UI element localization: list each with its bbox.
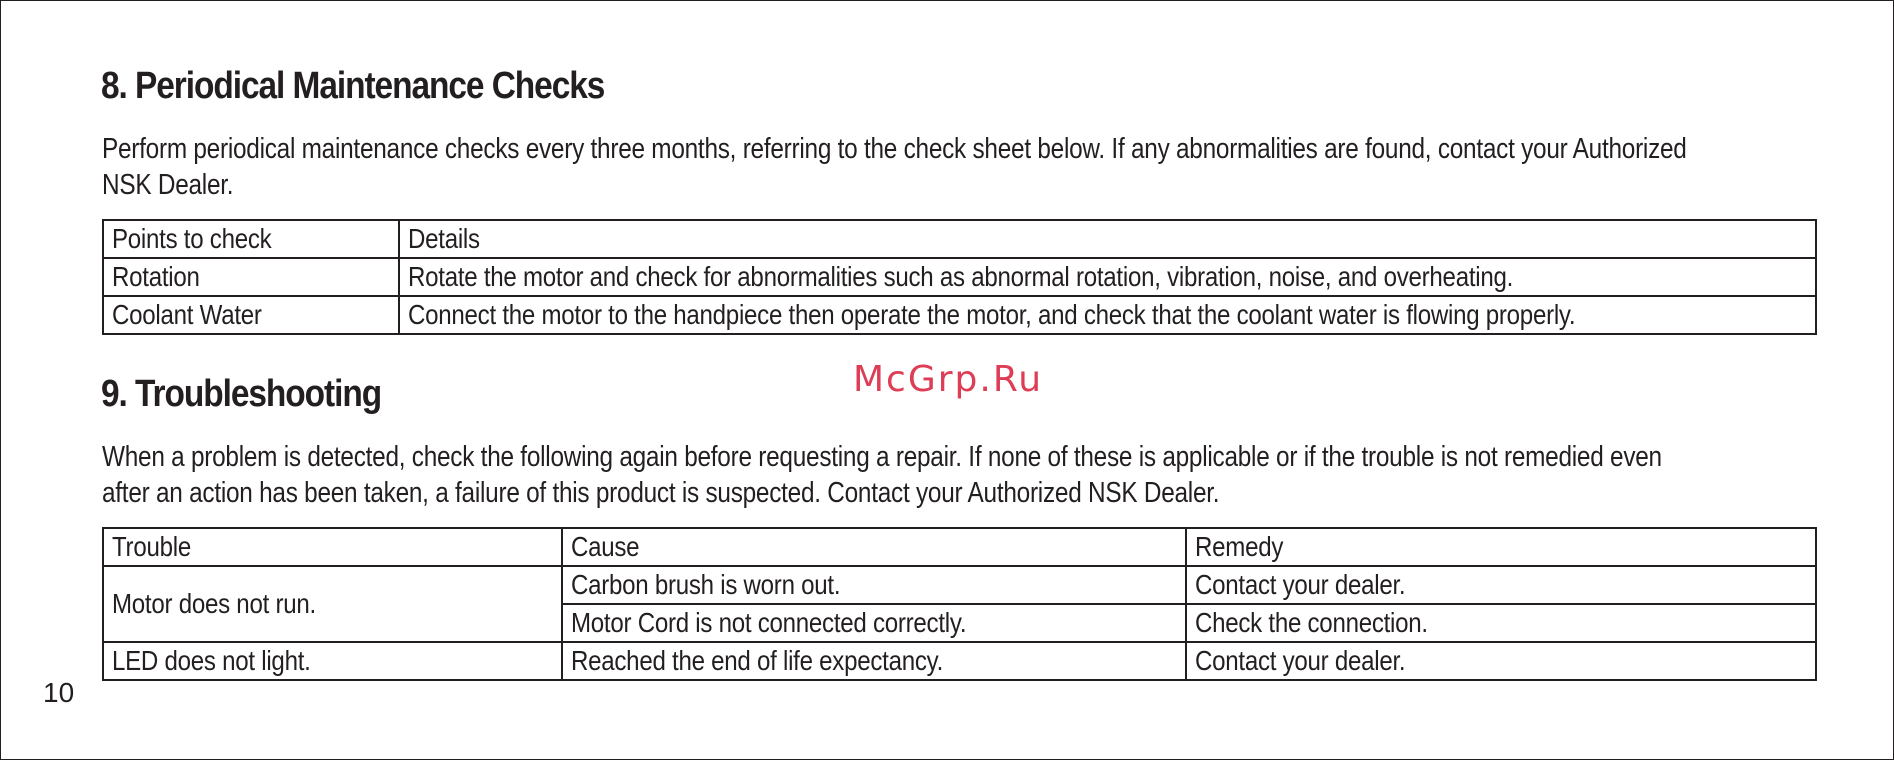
section-9-paragraph-line-1: When a problem is detected, check the following again before requesting a repair. If none of these is applicable or if the trouble is not remedied even bbox=[102, 441, 1662, 473]
table-cell: Coolant Water bbox=[103, 296, 399, 334]
remedy-cell: Contact your dealer. bbox=[1186, 566, 1816, 604]
table-cell: Rotation bbox=[103, 258, 399, 296]
section-9-paragraph-line-2: after an action has been taken, a failure of this product is suspected. Contact your Authorized NSK Dealer. bbox=[102, 477, 1220, 509]
table-row bbox=[103, 258, 1816, 296]
header-cell: Trouble bbox=[103, 528, 562, 566]
watermark-logo: McGrp.Ru bbox=[853, 359, 1044, 400]
table-cell: Connect the motor to the handpiece then operate the motor, and check that the coolant water is flowing properly. bbox=[399, 296, 1816, 334]
table-row bbox=[103, 566, 1816, 604]
header-cell: Remedy bbox=[1186, 528, 1816, 566]
section-8-heading: 8. Periodical Maintenance Checks bbox=[101, 65, 605, 107]
section-9-paragraph bbox=[102, 439, 1662, 511]
maintenance-check-table bbox=[102, 219, 1817, 335]
table-row bbox=[103, 296, 1816, 334]
table-header-row bbox=[103, 528, 1816, 566]
header-cell: Points to check bbox=[103, 220, 399, 258]
cause-cell: Motor Cord is not connected correctly. bbox=[562, 604, 1186, 642]
table-header-row bbox=[103, 220, 1816, 258]
trouble-cell: Motor does not run. bbox=[103, 566, 562, 642]
cause-cell: Carbon brush is worn out. bbox=[562, 566, 1186, 604]
section-8-paragraph bbox=[102, 131, 1687, 203]
section-9-heading: 9. Troubleshooting bbox=[101, 373, 382, 415]
section-8-paragraph-line-1: Perform periodical maintenance checks every three months, referring to the check sheet below. If any abnormalities are found, contact your Authorized bbox=[102, 133, 1687, 165]
remedy-cell: Check the connection. bbox=[1186, 604, 1816, 642]
trouble-cell: LED does not light. bbox=[103, 642, 562, 680]
section-8-paragraph-line-2: NSK Dealer. bbox=[102, 169, 234, 201]
header-cell: Details bbox=[399, 220, 1816, 258]
table-cell: Rotate the motor and check for abnormalities such as abnormal rotation, vibration, noise, and overheating. bbox=[399, 258, 1816, 296]
remedy-cell: Contact your dealer. bbox=[1186, 642, 1816, 680]
cause-cell: Reached the end of life expectancy. bbox=[562, 642, 1186, 680]
troubleshooting-table bbox=[102, 527, 1817, 681]
page-number: 10 bbox=[43, 677, 75, 708]
header-cell: Cause bbox=[562, 528, 1186, 566]
table-row bbox=[103, 642, 1816, 680]
